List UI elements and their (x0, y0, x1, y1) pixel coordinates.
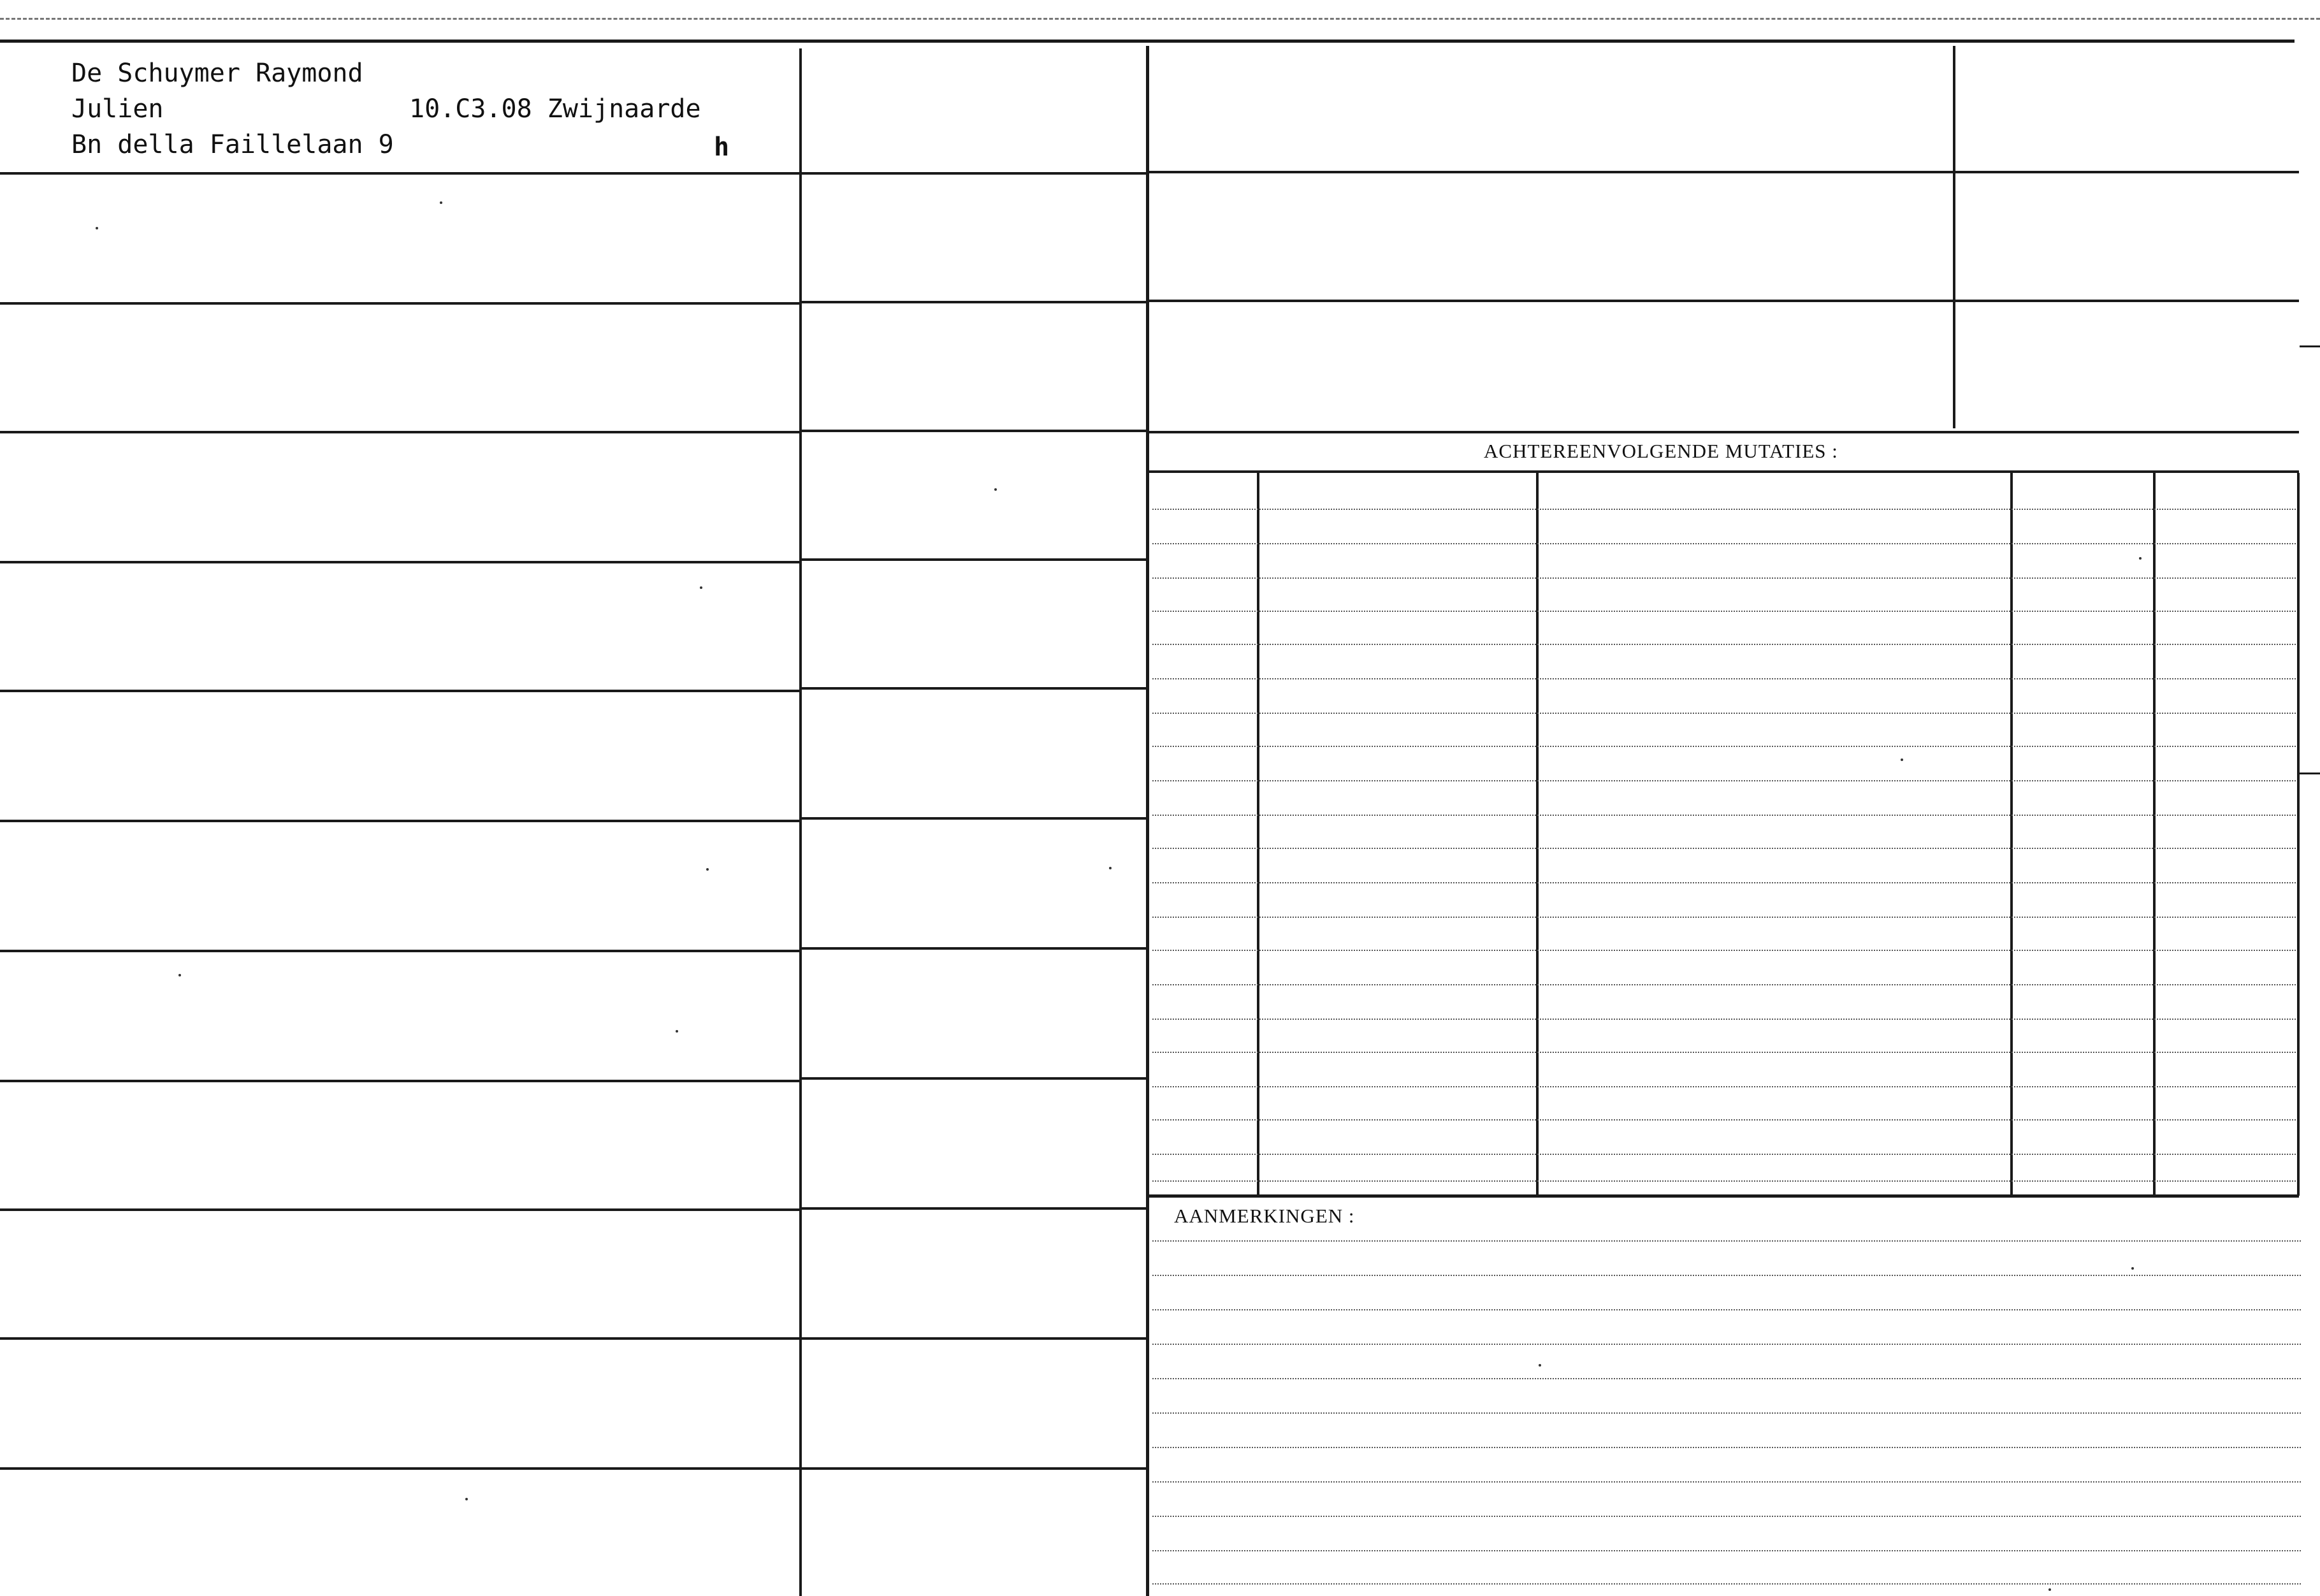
mutation-row (1152, 509, 2296, 510)
left-row-line (0, 1080, 799, 1082)
scan-speck (96, 227, 98, 229)
mutation-row (1152, 1052, 2296, 1053)
mid-row-line (802, 1337, 1146, 1340)
mutations-top-line (1149, 470, 2299, 473)
mutations-title: ACHTEREENVOLGENDE MUTATIES : (1484, 440, 1838, 462)
remark-row (1152, 1240, 2301, 1242)
mid-row-line (802, 301, 1146, 303)
mutation-row (1152, 950, 2296, 951)
scan-speck (706, 868, 709, 871)
remark-row (1152, 1550, 2301, 1551)
mid-row-line (802, 1207, 1146, 1210)
right-upper-divider (1953, 46, 1955, 428)
record-address: Bn della Faillelaan 9 (71, 130, 394, 159)
left-row-line (0, 302, 799, 305)
mutation-row (1152, 1180, 2296, 1182)
left-row-line (0, 561, 799, 563)
mid-row-line (802, 1467, 1146, 1470)
remark-row (1152, 1447, 2301, 1448)
scan-speck (2131, 1267, 2134, 1270)
scan-speck (700, 586, 702, 589)
left-row-line (0, 1337, 799, 1340)
remark-row (1152, 1309, 2301, 1310)
mutation-row (1152, 543, 2296, 544)
record-first-name: Julien (71, 94, 164, 124)
mutations-bottom-line (1149, 1194, 2299, 1198)
record-name: De Schuymer Raymond (71, 59, 363, 88)
left-col-divider (799, 48, 802, 1596)
right-row-line (1149, 431, 2299, 433)
mutation-row (1152, 746, 2296, 747)
mid-row-line (802, 817, 1146, 820)
remark-row (1152, 1516, 2301, 1517)
mutation-row (1152, 815, 2296, 816)
mutation-row (1152, 917, 2296, 918)
mid-row-line (802, 947, 1146, 950)
mutation-row (1152, 678, 2296, 679)
scan-speck (440, 201, 442, 204)
mid-row-line (802, 430, 1146, 432)
scan-speck (1901, 758, 1903, 761)
mid-row-line (802, 687, 1146, 690)
left-row-line (0, 1467, 799, 1470)
center-divider (1146, 46, 1149, 1596)
remarks-title: AANMERKINGEN : (1174, 1205, 1355, 1227)
mutation-row (1152, 713, 2296, 714)
mutation-row (1152, 780, 2296, 781)
scan-speck (178, 974, 181, 976)
remark-row (1152, 1378, 2301, 1379)
left-row-line (0, 690, 799, 692)
left-row-line (0, 1208, 799, 1211)
mutation-row (1152, 1086, 2296, 1087)
scan-speck (465, 1498, 468, 1500)
mutation-row (1152, 1154, 2296, 1155)
scan-speck (2048, 1588, 2051, 1591)
left-row-line (0, 950, 799, 952)
remark-row (1152, 1275, 2301, 1276)
edge-tick (2300, 345, 2320, 347)
mutation-row (1152, 1119, 2296, 1121)
remark-row (1152, 1412, 2301, 1414)
mutation-row (1152, 1019, 2296, 1020)
mutation-row (1152, 882, 2296, 883)
scan-speck (2139, 557, 2142, 560)
record-birth: 10.C3.08 Zwijnaarde (409, 94, 701, 124)
top-edge (0, 18, 2320, 20)
right-row-line (1149, 171, 2299, 173)
scan-speck (1109, 867, 1112, 869)
mutation-row (1152, 644, 2296, 645)
mid-row-line (802, 558, 1146, 561)
scan-speck (1539, 1364, 1541, 1367)
mid-row-line (802, 172, 1146, 175)
left-row-line (0, 820, 799, 822)
mutation-row (1152, 577, 2296, 579)
mutation-row (1152, 984, 2296, 985)
mutation-row (1152, 848, 2296, 849)
remark-row (1152, 1481, 2301, 1483)
edge-tick (2300, 773, 2320, 774)
scan-speck (676, 1030, 678, 1033)
mid-row-line (802, 1077, 1146, 1080)
remark-row (1152, 1583, 2301, 1585)
mutations-col-line (2297, 473, 2300, 1196)
mutation-row (1152, 611, 2296, 612)
remark-row (1152, 1344, 2301, 1345)
top-border (0, 40, 2295, 43)
scan-speck (994, 488, 997, 491)
left-row-line (0, 172, 799, 175)
record-suffix: h (714, 133, 730, 162)
right-row-line (1149, 300, 2299, 302)
left-row-line (0, 431, 799, 433)
